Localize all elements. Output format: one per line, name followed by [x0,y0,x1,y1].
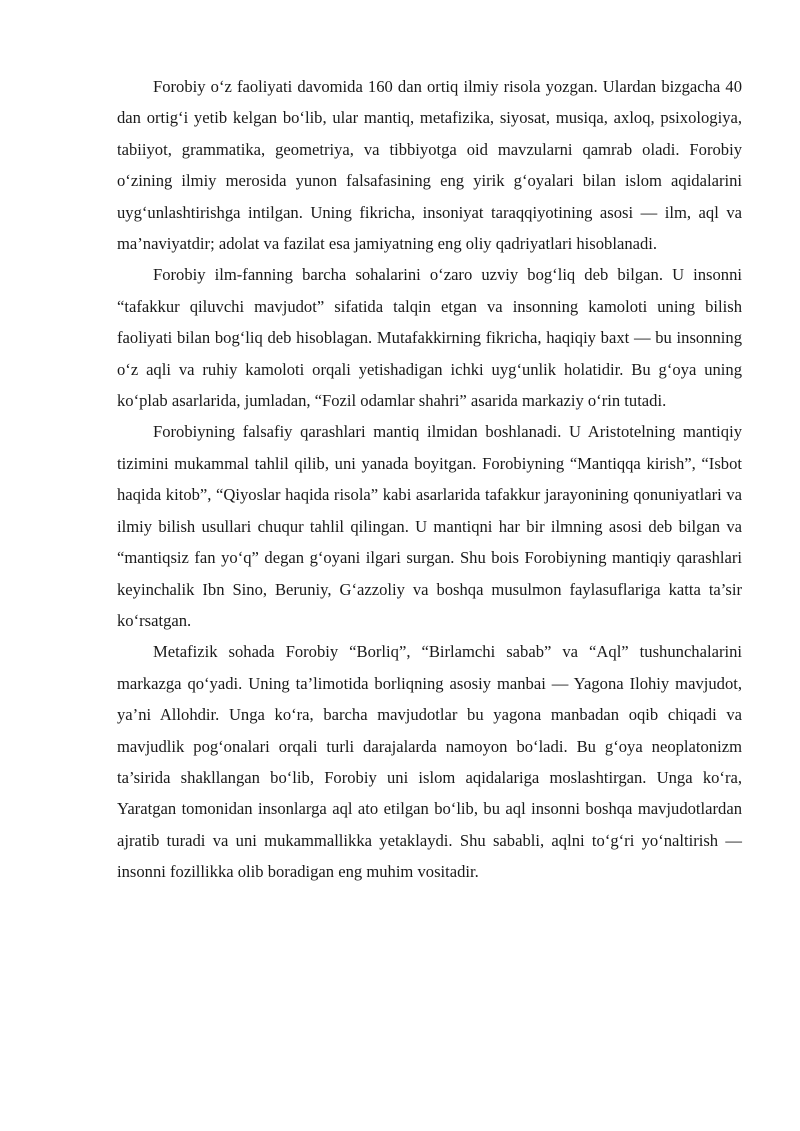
paragraph-3: Forobiyning falsafiy qarashlari mantiq ilmidan boshlanadi. U Aristotelning mantiqiy tizimini mukammal tahlil qilib, uni yanada boyitgan. Forobiyning “Mantiqqa kirish”, “Isbot haqida kitob”, “Qiyoslar haqida risola” kabi asarlarida tafakkur jarayonining qonuniyatlari va ilmiy bilish usullari chuqur tahlil qilingan. U mantiqni har bir ilmning asosi deb bilgan va “mantiqsiz fan yo‘q” degan g‘oyani ilgari surgan. Shu bois Forobiyning mantiqiy qarashlari keyinchalik Ibn Sino, Beruniy, G‘azzoliy va boshqa musulmon faylasuflariga katta ta’sir ko‘rsatgan. [117,422,742,630]
paragraph-1: Forobiy o‘z faoliyati davomida 160 dan ortiq ilmiy risola yozgan. Ulardan bizgacha 40 dan ortig‘i yetib kelgan bo‘lib, ular mantiq, metafizika, siyosat, musiqa, axloq, psixologiya, tabiiyot, grammatika, geometriya, va tibbiyotga oid mavzularni qamrab oladi. Forobiy o‘zining ilmiy merosida yunon falsafasining eng yirik g‘oyalari bilan islom aqidalarini uyg‘unlashtirishga intilgan. Uning fikricha, insoniyat taraqqiyotining asosi — ilm, aql va ma’naviyatdir; adolat va fazilat esa jamiyatning eng oliy qadriyatlari hisoblanadi. [117,77,742,254]
document-page [117,71,742,888]
paragraph-2: Forobiy ilm-fanning barcha sohalarini o‘zaro uzviy bog‘liq deb bilgan. U insonni “tafakkur qiluvchi mavjudot” sifatida talqin etgan va insonning kamoloti uning bilish faoliyati bilan bog‘liq deb hisoblagan. Mutafakkirning fikricha, haqiqiy baxt — bu insonning o‘z aqli va ruhiy kamoloti orqali yetishadigan ichki uyg‘unlik holatidir. Bu g‘oya uning ko‘plab asarlarida, jumladan, “Fozil odamlar shahri” asarida markaziy o‘rin tutadi. [117,265,742,411]
paragraph-4: Metafizik sohada Forobiy “Borliq”, “Birlamchi sabab” va “Aql” tushunchalarini markazga qo‘yadi. Uning ta’limotida borliqning asosiy manbai — Yagona Ilohiy mavjudot, ya’ni Allohdir. Unga ko‘ra, barcha mavjudotlar bu yagona manbadan oqib chiqadi va mavjudlik pog‘onalari orqali turli darajalarda namoyon bo‘ladi. Bu g‘oya neoplatonizm ta’sirida shakllangan bo‘lib, Forobiy uni islom aqidalariga moslashtirgan. Unga ko‘ra, Yaratgan tomonidan insonlarga aql ato etilgan bo‘lib, bu aql insonni boshqa mavjudotlardan ajratib turadi va uni mukammallikka yetaklaydi. Shu sababli, aqlni to‘g‘ri yo‘naltirish — insonni fozillikka olib boradigan eng muhim vositadir. [117,642,742,882]
